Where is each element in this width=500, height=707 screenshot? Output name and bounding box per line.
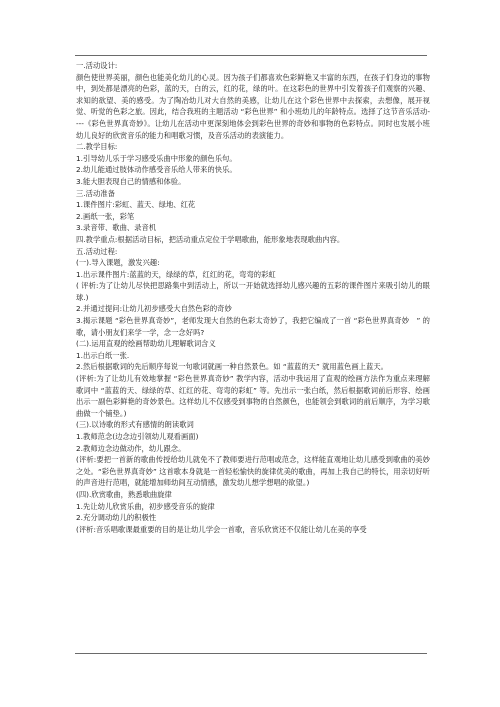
document-body <box>76 60 430 535</box>
process-step: 2.充分调动幼儿的积极性 <box>76 513 157 523</box>
goal-item: 1.引导幼儿乐于学习感受乐曲中形象的颜色乐句。 <box>76 153 237 163</box>
footer-rule <box>75 653 427 654</box>
section-heading-focus: 四.教学重点:根据活动目标，把活动重点定位于学唱歌曲，能形象地表现歌曲内容。 <box>76 234 345 244</box>
commentary: ( 评析:为了让幼儿尽快把思路集中到活动上，所以一开始就选择幼儿感兴趣的五彩的课件图片来吸引幼儿的眼球.) <box>76 281 430 302</box>
subsection-heading: (三).以诗歌的形式有感情的朗读歌词 <box>76 420 194 430</box>
preparation-item: 1.课件图片:彩虹、蓝天、绿地、红花 <box>76 200 196 210</box>
section-heading-process: 五.活动过程: <box>76 246 118 256</box>
paragraph-design: 颜色使世界美丽，颜色也能美化幼儿的心灵。因为孩子们都喜欢色彩鲜艳又丰富的东西，在孩子们身边的事物中，到处都是漂亮的色彩，蓝的天，白的云，红的花，绿的叶。在这彩色的世界中引发着孩子们观察的兴趣、求知的欲望、美的感受。为了陶冶幼儿对大自然的美感，让幼儿在这个彩色世界中去探索，去想像，展开视觉、听觉的色彩之旅。因此，结合我班的主题活动 “彩色世界” 和小班幼儿的年龄特点。选择了这节音乐活动----《彩色世界真奇妙》。让幼儿在活动中更深刻地体会到彩色世界的奇妙和事物的色彩特点。同时也发展小班幼儿良好的欣赏音乐的能力和唱歌习惯，及音乐活动的表演能力。 <box>76 72 430 140</box>
commentary: (评析:为了让幼儿有效地掌握 “彩色世界真奇妙” 教学内容，活动中我运用了直观的绘画方法作为重点来理解歌词中 “蓝蓝的天、绿绿的草、红红的花、弯弯的彩虹” 等。先出示一张白纸，然后根据歌词前后形容、绘画出示一副色彩鲜艳的奇妙景色。这样幼儿不仅感受到事物的自然颜色，也能领会到歌词的前后顺序，为学习歌曲做一个铺垫。) <box>76 374 430 418</box>
goal-item: 2.幼儿能通过肢体动作感受音乐给人带来的快乐。 <box>76 165 237 175</box>
process-step: 1.出示白纸一张. <box>76 350 130 360</box>
preparation-item: 2.画纸一张，彩笔 <box>76 211 135 221</box>
subsection-heading: (四).欣赏歌曲，熟悉歌曲旋律 <box>76 489 172 499</box>
commentary: (评析:要把一首新的歌曲传授给幼儿就免不了教师要进行范唱或范念，这样能直观地让幼儿感受到歌曲的美妙之处。“彩色世界真奇妙” 这首歌本身就是一首轻松愉快的旋律优美的歌曲，再加上我自己的特长，用亲切好听的声音进行范唱，就能增加师幼间互动情感，激发幼儿想学想唱的欲望。) <box>76 455 430 488</box>
preparation-item: 3.录音带、歌曲、录音机 <box>76 223 157 233</box>
process-step: 1.出示课件图片:蓝蓝的天，绿绿的草，红红的花，弯弯的彩虹 <box>76 269 276 279</box>
subsection-heading: (一).导入课题，激发兴趣: <box>76 258 160 268</box>
process-step: 2.教师边念边做动作，幼儿跟念。 <box>76 443 186 453</box>
commentary: (评析:音乐唱歌课最重要的目的是让幼儿学会一首歌，音乐欣赏还不仅能让幼儿在美的享受 <box>76 524 367 534</box>
process-step: 1.教师范念(边念边引领幼儿观看画面) <box>76 432 199 441</box>
section-heading-goals: 二.教学目标: <box>76 142 118 152</box>
process-step: 2.然后根据歌词的先后顺序每说一句歌词就画一种自然景色。如 “蓝蓝的天” 就用蓝色画上蓝天。 <box>76 362 388 372</box>
process-step: 3.揭示课题 “彩色世界真奇妙”，老师发现大自然的色彩太奇妙了，我把它编成了一首 “彩色世界真奇妙 ” 的歌，请小朋友们来学一学，念一念好吗? <box>76 316 430 337</box>
goal-item: 3.能大胆表现自己的情感和体验。 <box>76 176 186 186</box>
header-rule <box>75 55 427 56</box>
subsection-heading: (二).运用直观的绘画帮助幼儿理解歌词含义 <box>76 339 216 349</box>
process-step: 2.并通过提问:让幼儿初步感受大自然色彩的奇妙 <box>76 304 232 314</box>
process-step: 1.先让幼儿欣赏乐曲，初步感受音乐的旋律 <box>76 501 215 511</box>
section-heading-design: 一.活动设计: <box>76 61 118 70</box>
section-heading-preparation: 三.活动准备 <box>76 188 115 198</box>
